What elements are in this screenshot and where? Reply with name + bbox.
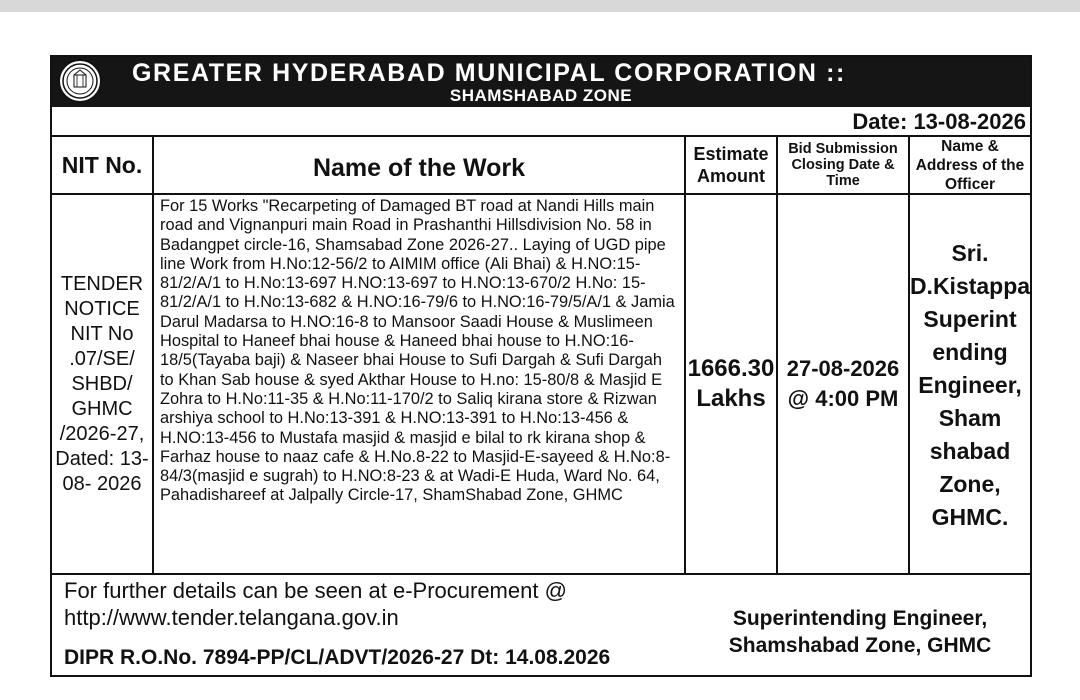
top-gray-strip (0, 0, 1080, 12)
closing-date-time: 27-08-2026 @ 4:00 PM (786, 356, 900, 411)
zone-name: SHAMSHABAD ZONE (449, 86, 633, 105)
signatory-title: Superintending Engineer, (732, 607, 988, 630)
further-details: For further details can be seen at e-Procurement @ http://www.tender.telangana.gov.in (64, 578, 567, 630)
nit-number: TENDER NOTICE NIT No .07/SE/ SHBD/ GHMC /2026-27, Dated: 13-08- 2026 (55, 272, 149, 495)
header-name-of-work: Name of the Work (312, 153, 526, 182)
tender-table (52, 135, 1030, 575)
notice-date: Date: 13-08-2026 (852, 109, 1026, 134)
header-banner (52, 57, 1030, 107)
header-estimate-amount: Estimate Amount (693, 144, 769, 186)
work-description: For 15 Works "Recarpeting of Damaged BT road at Nandi Hills main road and Vignanpuri main Road in Prashanthi Hillsdivision No. 58 in Badangpet circle-16, Shamsabad Zone 2026-27.. Laying of UGD pipe line Work from H.No:12-56/2 to AIMIM office (Ali Bhai) & H.NO:15-81/2/A/1 to H.No:13-697 H.NO:13-697 to H.NO:13-670/2 H.No: 15-81/2/A/1 to H.No:13-682 & H.NO:16-79/6 to H.NO:16-79/5/A/1 & Jamia Darul Madarsa to H.NO:16-8 to Mansoor Saadi House & Muslimeen Hospital to Haneef bhai house & Haneed bhai house to H.NO:16-18/5(Tayaba baji) & Naseer bhai House to Sufi Dargah & Sufi Dargah to Khan Sab house & syed Akthar House to H.no: 15-80/8 & Masjid E Zohra to H.No:11-35 & H.No:11-170/2 to Saliq kirana store & Rizwan arshiya school to H.No:13-391 & H.NO:13-391 to H.No:13-456 & H.NO:13-456 to Mustafa masjid & masjid e bilal to rk kirana shop & Farhaz house to naaz cafe & H.No.8-22 to Masjid-E-sayeed & H.No:8-84/3(masjid e sugrah) to H.NO:8-23 & at Wadi-E Huda, Ward No. 64, Pahadishareef at Jalpally Circle-17, ShamShabad Zone, GHMC (160, 197, 675, 505)
header-closing-date: Bid Submission Closing Date & Time (788, 141, 898, 189)
officer-name-address: Sri. D.Kistappa Superint ending Engineer, Sham shabad Zone, GHMC. (909, 239, 1031, 530)
signatory-office: Shamshabad Zone, GHMC (728, 634, 992, 657)
dipr-reference: DIPR R.O.No. 7894-PP/CL/ADVT/2026-27 Dt: 14.08.2026 (64, 646, 611, 669)
header-officer: Name & Address of the Officer (915, 137, 1025, 193)
signatory (700, 605, 1020, 659)
tender-notice (50, 55, 1032, 677)
organization-name: GREATER HYDERABAD MUNICIPAL CORPORATION :: (132, 59, 846, 87)
estimate-amount: 1666.30 Lakhs (687, 355, 775, 412)
header-nit-no: NIT No. (61, 151, 143, 178)
